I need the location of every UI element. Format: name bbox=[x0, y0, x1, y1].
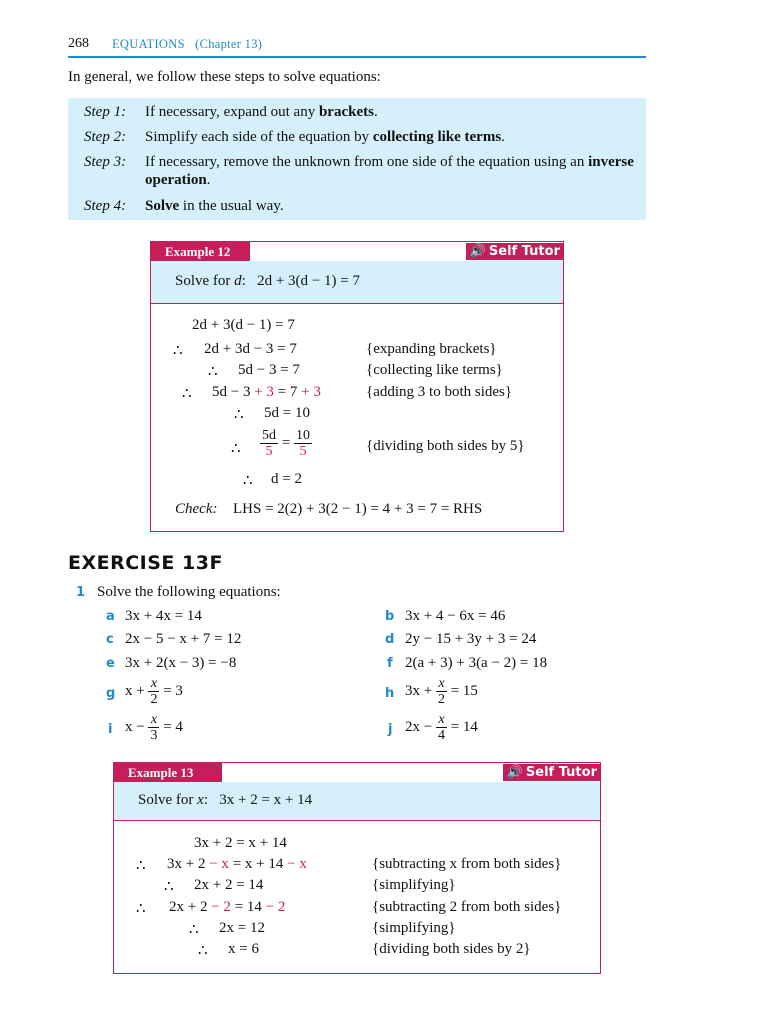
eq-post: = 4 bbox=[159, 719, 183, 735]
part-equation: 2y − 15 + 3y + 3 = 24 bbox=[405, 631, 537, 647]
step-bold: brackets bbox=[318, 104, 374, 120]
solution-line: 2d + 3d − 3 = 7 bbox=[204, 341, 297, 357]
solution-line bbox=[169, 899, 285, 916]
therefore-symbol: ∴ bbox=[136, 901, 146, 917]
therefore-symbol: ∴ bbox=[208, 364, 218, 380]
step-label: Step 1: bbox=[84, 104, 127, 120]
self-tutor-label: Self Tutor bbox=[488, 244, 560, 259]
part-equation: 3x + 4x = 14 bbox=[125, 608, 202, 624]
eq-pre: x + bbox=[125, 683, 149, 699]
question-equation: 2d + 3(d − 1) = 7 bbox=[257, 273, 360, 289]
therefore-symbol: ∴ bbox=[189, 922, 199, 938]
fraction bbox=[294, 428, 312, 459]
therefore-symbol: ∴ bbox=[243, 473, 253, 489]
steps-box bbox=[68, 98, 646, 220]
example-12-box bbox=[150, 241, 564, 532]
expr-highlight: − 2 bbox=[211, 899, 231, 915]
expr-highlight: + 3 bbox=[254, 384, 274, 400]
step-text: If necessary, expand out any bbox=[145, 104, 319, 120]
solution-line: 2d + 3(d − 1) = 7 bbox=[192, 317, 295, 333]
solution-reason: {simplifying} bbox=[372, 877, 456, 893]
step-2 bbox=[68, 128, 646, 148]
question-text: Solve the following equations: bbox=[97, 584, 281, 600]
expr-highlight: − 2 bbox=[265, 899, 286, 915]
question-equation: 3x + 2 = x + 14 bbox=[219, 792, 313, 808]
solution-line bbox=[212, 384, 321, 401]
expr-part: 2x + 2 bbox=[169, 899, 212, 915]
solution-reason: {collecting like terms} bbox=[366, 362, 503, 378]
solution-line: x = 6 bbox=[228, 941, 259, 957]
question-prefix: Solve for bbox=[138, 792, 198, 808]
example-13-box bbox=[113, 762, 601, 974]
numerator: 10 bbox=[295, 428, 310, 443]
part-equation: 3x + 4 − 6x = 46 bbox=[405, 608, 506, 624]
part-equation bbox=[125, 676, 183, 707]
denominator: 5 bbox=[260, 443, 278, 459]
denominator: 5 bbox=[294, 443, 312, 459]
expr-part: = 14 bbox=[230, 899, 266, 915]
speaker-icon: 🔊 bbox=[506, 765, 523, 780]
part-equation bbox=[405, 712, 478, 743]
therefore-symbol: ∴ bbox=[173, 343, 183, 359]
step-post: in the usual way. bbox=[179, 198, 284, 214]
part-letter: b bbox=[385, 609, 395, 624]
solution-reason: {dividing both sides by 2} bbox=[372, 941, 531, 957]
step-bold: collecting like terms bbox=[372, 129, 502, 145]
therefore-symbol: ∴ bbox=[182, 386, 192, 402]
part-equation: 2(a + 3) + 3(a − 2) = 18 bbox=[405, 655, 548, 671]
question-variable: x bbox=[197, 792, 204, 808]
check-text: LHS = 2(2) + 3(2 − 1) = 4 + 3 = 7 = RHS bbox=[233, 501, 483, 517]
therefore-symbol: ∴ bbox=[136, 858, 146, 874]
self-tutor-label: Self Tutor bbox=[525, 765, 597, 780]
step-4 bbox=[68, 197, 646, 217]
part-equation bbox=[405, 676, 478, 707]
fraction bbox=[436, 676, 447, 707]
part-equation bbox=[125, 712, 183, 743]
question-variable: d bbox=[234, 273, 242, 289]
example-12-question: Solve for d: 2d + 3(d − 1) = 7 bbox=[151, 261, 563, 304]
eq-post: = 14 bbox=[446, 719, 478, 735]
solution-line: $\frac{5d}{5}$ = $\frac{10}{5}$ bbox=[262, 428, 310, 459]
step-post: . bbox=[501, 129, 505, 145]
therefore-symbol: ∴ bbox=[231, 441, 241, 457]
part-letter: f bbox=[387, 656, 393, 671]
part-letter: g bbox=[106, 686, 116, 701]
step-post: . bbox=[373, 104, 378, 120]
solution-line: 2x + 2 = 14 bbox=[194, 877, 264, 893]
part-equation: 3x + 2(x − 3) = −8 bbox=[125, 655, 237, 671]
question-number: 1 bbox=[76, 585, 86, 600]
expr-highlight: + 3 bbox=[301, 384, 321, 400]
example-13-title: Example 13 bbox=[114, 763, 222, 782]
speaker-icon: 🔊 bbox=[469, 244, 486, 259]
solution-line bbox=[167, 856, 307, 873]
example-12-title: Example 12 bbox=[151, 242, 250, 261]
eq-post: = 15 bbox=[446, 683, 478, 699]
solution-reason: {subtracting 2 from both sides} bbox=[372, 899, 562, 915]
part-letter: h bbox=[385, 686, 395, 701]
part-letter: j bbox=[388, 722, 393, 737]
expr-part: = x + 14 bbox=[228, 856, 288, 872]
denominator: 3 bbox=[150, 728, 158, 743]
denominator: 4 bbox=[437, 728, 445, 743]
expr-part: 5d − 3 bbox=[212, 384, 255, 400]
numerator: x bbox=[438, 712, 445, 727]
solution-reason: {expanding brackets} bbox=[366, 341, 497, 357]
fraction bbox=[148, 676, 159, 707]
numerator: x bbox=[150, 676, 158, 691]
step-post: . bbox=[206, 172, 211, 188]
step-3 bbox=[68, 153, 646, 193]
page-header bbox=[68, 36, 646, 58]
step-label: Step 4: bbox=[84, 198, 127, 214]
solution-reason: {simplifying} bbox=[372, 920, 456, 936]
solution-reason: {adding 3 to both sides} bbox=[366, 384, 513, 400]
numerator: x bbox=[150, 712, 158, 727]
solution-line: 5d = 10 bbox=[264, 405, 310, 421]
step-text: Simplify each side of the equation by bbox=[145, 129, 373, 145]
solution-line: 5d − 3 = 7 bbox=[238, 362, 300, 378]
solution-line: 3x + 2 = x + 14 bbox=[194, 835, 287, 851]
solution-reason: {dividing both sides by 5} bbox=[366, 438, 525, 454]
step-label: Step 3: bbox=[84, 154, 127, 170]
part-letter: i bbox=[108, 722, 113, 737]
part-letter: e bbox=[106, 656, 115, 671]
expr-highlight: − x bbox=[287, 856, 307, 872]
numerator: x bbox=[438, 676, 445, 691]
part-letter: c bbox=[106, 632, 114, 647]
part-equation: 2x − 5 − x + 7 = 12 bbox=[125, 631, 242, 647]
therefore-symbol: ∴ bbox=[164, 879, 174, 895]
expr-part: = 7 bbox=[273, 384, 302, 400]
solution-line: d = 2 bbox=[271, 471, 302, 487]
numerator: 5d bbox=[262, 428, 276, 443]
expr-highlight: − x bbox=[209, 856, 229, 872]
denominator: 2 bbox=[150, 692, 158, 707]
fraction bbox=[260, 428, 278, 459]
check-label: Check: bbox=[175, 501, 218, 517]
part-letter: a bbox=[106, 609, 115, 624]
step-label: Step 2: bbox=[84, 129, 127, 145]
intro-text: In general, we follow these steps to solve equations: bbox=[68, 69, 381, 85]
question-prefix: Solve for bbox=[175, 273, 235, 289]
therefore-symbol: ∴ bbox=[198, 943, 208, 959]
part-letter: d bbox=[385, 632, 395, 647]
solution-reason: {subtracting x from both sides} bbox=[372, 856, 562, 872]
eq-pre: 3x + bbox=[405, 683, 436, 699]
solution-line: 2x = 12 bbox=[219, 920, 265, 936]
eq-post: = 3 bbox=[159, 683, 183, 699]
self-tutor-button[interactable] bbox=[466, 243, 563, 260]
expr-part: 3x + 2 bbox=[167, 856, 210, 872]
exercise-title: EXERCISE 13F bbox=[68, 552, 223, 574]
denominator: 2 bbox=[437, 692, 445, 707]
step-1 bbox=[68, 103, 646, 123]
eq-pre: 2x − bbox=[405, 719, 436, 735]
chapter-title: EQUATIONS (Chapter 13) bbox=[112, 37, 263, 51]
page-number: 268 bbox=[68, 36, 89, 51]
step-text: If necessary, remove the unknown from one side of the equation using an bbox=[145, 154, 589, 170]
step-bold: Solve bbox=[145, 198, 180, 214]
fraction bbox=[436, 712, 447, 743]
therefore-symbol: ∴ bbox=[234, 407, 244, 423]
fraction bbox=[148, 712, 159, 743]
example-13-question: Solve for x: 3x + 2 = x + 14 bbox=[114, 782, 600, 821]
eq-pre: x − bbox=[125, 719, 149, 735]
self-tutor-button[interactable] bbox=[503, 764, 600, 781]
step-bold: inverse operation bbox=[145, 154, 634, 188]
